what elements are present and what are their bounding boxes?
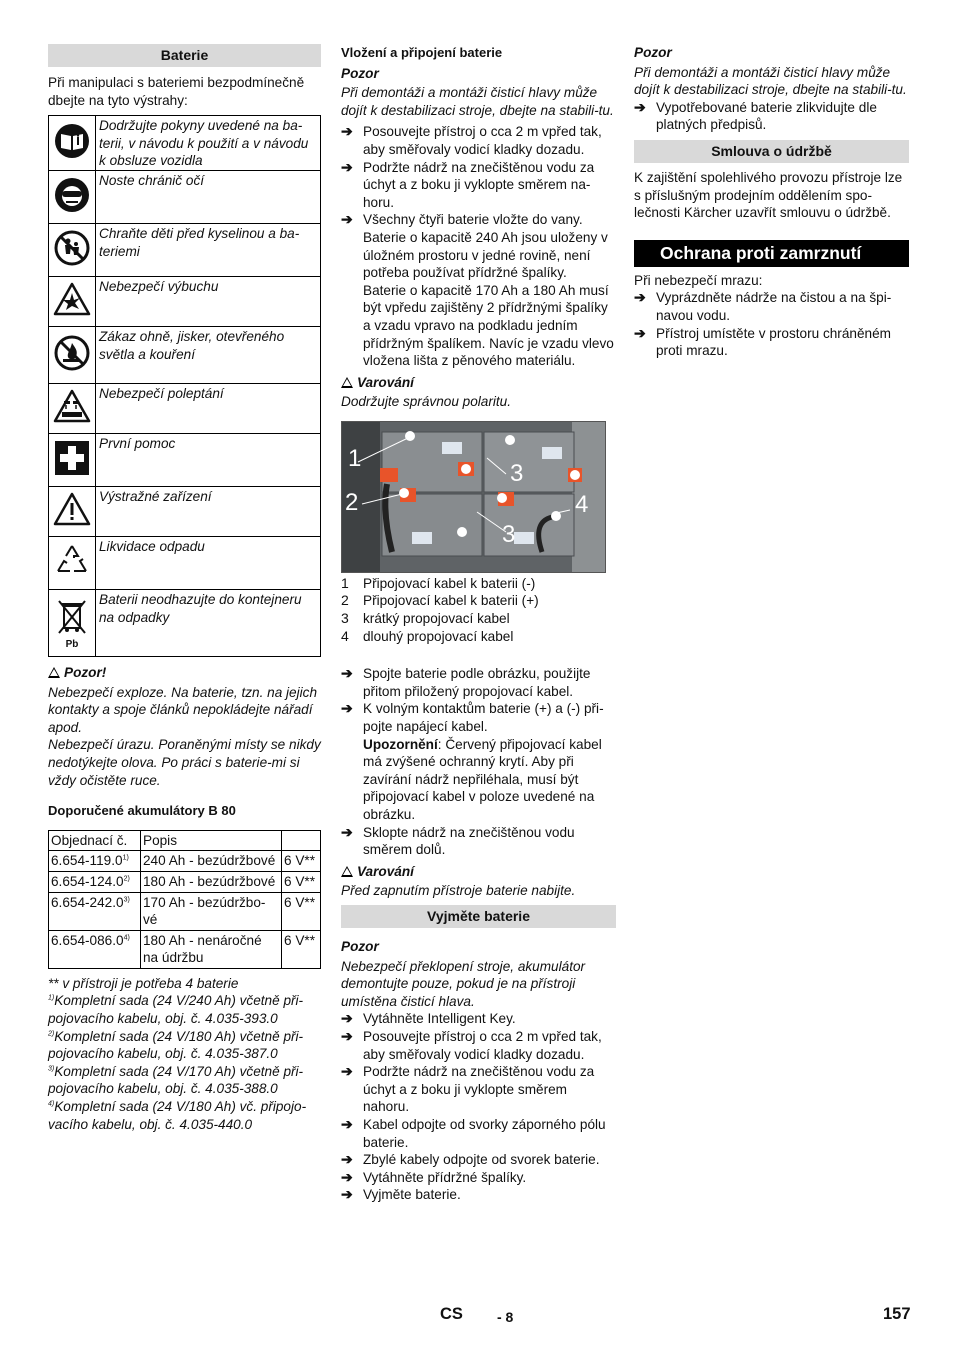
arrow-icon: ➔ <box>341 1027 353 1044</box>
pozor2-label: Pozor <box>341 938 379 954</box>
warning-triangle-icon <box>341 866 353 877</box>
step-item: ➔ Všechny čtyři baterie vložte do vany. <box>341 211 583 228</box>
description-cell: 180 Ah - bezúdržbové <box>141 871 282 892</box>
step-item: ➔ Vyjměte baterie. <box>341 1186 461 1203</box>
arrow-icon: ➔ <box>341 123 353 140</box>
column-middle <box>341 44 616 1204</box>
col-header-voltage <box>282 830 321 851</box>
arrow-icon: ➔ <box>341 1151 353 1168</box>
step-item: ➔ Sklopte nádrž na znečištěnou vodu směrem dolů. <box>341 823 575 858</box>
step-item: ➔ Spojte baterie podle obrázku, použijte přitom přiložený propojovací kabel. <box>341 665 591 699</box>
step-item: ➔ Přístroj umístěte v prostoru chráněném proti mrazu. <box>634 324 891 359</box>
order-number-cell: 6.654-242.0$^{3)}$ <box>49 892 141 930</box>
description-cell: 240 Ah - bezúdržbové <box>141 851 282 872</box>
pozor-label: Pozor <box>341 65 379 81</box>
maintenance-text: K zajištění spolehlivého provozu přístroje lze s příslušným prodejním oddělením spo-lečnosti Kärcher uzavřít smlouvu o údržbě. <box>634 169 903 221</box>
voltage-cell: 6 V** <box>282 930 321 968</box>
eye-protection-icon <box>49 170 96 223</box>
step-item: ➔ Podržte nádrž na znečištěnou vodu za úchyt a z boku ji vyklopte směrem nahoru. <box>341 1063 595 1115</box>
arrow-icon: ➔ <box>341 700 353 717</box>
varovani2-text: Před zapnutím přístroje baterie nabijte. <box>341 883 576 899</box>
frost-steps <box>634 289 909 359</box>
description-cell: 170 Ah - bezúdržbo-vé <box>141 892 282 930</box>
section-heading-maintenance: Smlouva o údržbě <box>634 140 909 163</box>
table-row <box>49 930 321 968</box>
step-item: ➔ Posouvejte přístroj o cca 2 m vpřed tak, aby směřovaly vodicí kladky dozadu. <box>341 1027 602 1062</box>
legend-item: 2 Připojovací kabel k baterii (+) <box>341 592 539 609</box>
manual-book-icon <box>49 116 96 171</box>
pb-label: Pb <box>65 639 79 651</box>
step-item: ➔ Zbylé kabely odpojte od svorek baterie. <box>341 1151 600 1168</box>
footer-page-number: 157 <box>883 1305 911 1323</box>
footnote: $^{1)}$Kompletní sada (24 V/240 Ah) včetně při-pojovacího kabelu, obj. č. 4.035-393.0 <box>48 993 304 1027</box>
footer-subpage: - 8 <box>497 1309 514 1325</box>
caution-title: Pozor! <box>48 664 321 682</box>
no-bin-icon <box>49 589 96 656</box>
photo-label-3: 3 <box>510 459 524 487</box>
corrosive-hazard-icon <box>49 383 96 433</box>
step-item: ➔ Vytáhněte Intelligent Key. <box>341 1010 516 1027</box>
recycling-icon <box>49 536 96 589</box>
frost-intro: Při nebezpečí mrazu: <box>634 272 763 288</box>
section-heading-frost: Ochrana proti zamrznutí <box>634 240 909 267</box>
footnote: $^{3)}$Kompletní sada (24 V/170 Ah) včetně při-pojovacího kabelu, obj. č. 4.035-388.0 <box>48 1063 304 1097</box>
photo-legend <box>341 575 616 645</box>
arrow-icon: ➔ <box>341 211 353 228</box>
warning-row <box>49 536 321 589</box>
warning-text: Dodržujte pokyny uvedené na ba-terii, v návodu k použití a v návodu k obsluze vozidla <box>96 116 321 171</box>
warning-text: První pomoc <box>96 433 321 486</box>
arrow-icon: ➔ <box>341 1115 353 1132</box>
legend-item: 1 Připojovací kabel k baterii (-) <box>341 574 536 591</box>
photo-label-2: 2 <box>345 488 359 516</box>
warning-triangle-icon <box>341 377 353 388</box>
warning-text: Noste chránič očí <box>96 170 321 223</box>
keep-children-away-icon <box>49 223 96 276</box>
battery-photo <box>341 421 606 573</box>
arrow-icon: ➔ <box>634 289 646 306</box>
warning-text: Baterii neodhazujte do kontejneru na odpadky <box>96 589 321 656</box>
table-row <box>49 851 321 872</box>
arrow-icon: ➔ <box>341 1063 353 1080</box>
connection-note: Upozornění: Červený připojovací kabel má zvýšené ochranný krytí. Aby při zavírání nádrž nepřiléhala, musí být připojovací kabel v poloze uvedené na obrázku. <box>363 736 602 822</box>
voltage-cell: 6 V** <box>282 851 321 872</box>
arrow-icon: ➔ <box>634 98 646 115</box>
col-header-order-number: Objednací č. <box>49 830 141 851</box>
order-number-cell: 6.654-124.0$^{2)}$ <box>49 871 141 892</box>
order-number-cell: 6.654-119.0$^{1)}$ <box>49 851 141 872</box>
section-heading-baterie: Baterie <box>48 44 321 67</box>
col-header-description: Popis <box>141 830 282 851</box>
warning-row <box>49 486 321 536</box>
step-item: ➔ Vypotřebované baterie zlikvidujte dle platných předpisů. <box>634 98 877 133</box>
step-item: ➔ Podržte nádrž na znečištěnou vodu za úchyt a z boku ji vyklopte směrem na-horu. <box>341 158 595 210</box>
warning-row <box>49 326 321 383</box>
arrow-icon: ➔ <box>341 665 353 682</box>
footnote: $^{4)}$Kompletní sada (24 V/180 Ah) vč. připojo-vacího kabelu, obj. č. 4.035-440.0 <box>48 1099 307 1132</box>
warning-row <box>49 433 321 486</box>
step-item: ➔ Kabel odpojte od svorky záporného pólu baterie. <box>341 1115 606 1150</box>
warning-text: Nebezpečí poleptání <box>96 383 321 433</box>
warning-text: Nebezpečí výbuchu <box>96 276 321 326</box>
arrow-icon: ➔ <box>341 823 353 840</box>
order-number-cell: 6.654-086.0$^{4)}$ <box>49 930 141 968</box>
pozor-text: Při demontáži a montáži čisticí hlavy může dojít k destabilizaci stroje, dbejte na stabili-tu. <box>341 85 614 118</box>
warning-text: Chraňte děti před kyselinou a ba-teriemi <box>96 223 321 276</box>
footnotes <box>48 992 321 1133</box>
varovani-label: Varování <box>341 374 616 392</box>
warning-text: Výstražné zařízení <box>96 486 321 536</box>
warning-row <box>49 383 321 433</box>
no-fire-icon <box>49 326 96 383</box>
arrow-icon: ➔ <box>341 158 353 175</box>
warning-triangle-icon <box>48 667 60 678</box>
warning-row <box>49 276 321 326</box>
photo-label-4: 4 <box>575 490 589 518</box>
step-detail: Baterie o kapacitě 240 Ah jsou uloženy v úložném prostoru v jedné rovině, není potřeba používat přídržné špalíky. <box>363 229 608 281</box>
varovani2-label: Varování <box>341 863 616 881</box>
intro-text: Při manipulaci s bateriemi bezpodmínečně dbejte na tyto výstrahy: <box>48 75 305 108</box>
arrow-icon: ➔ <box>634 324 646 341</box>
section-heading-remove: Vyjměte baterie <box>341 905 616 928</box>
column-left <box>48 44 321 1133</box>
legend-item: 3 krátký propojovací kabel <box>341 610 510 627</box>
step-item: ➔ Vyprázdněte nádrže na čistou a na špi-navou vodu. <box>634 289 892 323</box>
column-right <box>634 44 909 360</box>
caution-text: Nebezpečí úrazu. Poraněnými místy se nikdy nedotýkejte olova. Po práci s baterie-mi si vždy očistěte ruce. <box>48 737 321 788</box>
first-aid-icon <box>49 433 96 486</box>
explosion-hazard-icon <box>49 276 96 326</box>
install-steps <box>341 123 616 229</box>
warning-triangle-icon <box>49 486 96 536</box>
voltage-cell: 6 V** <box>282 871 321 892</box>
arrow-icon: ➔ <box>341 1010 353 1027</box>
footnote: $^{2)}$Kompletní sada (24 V/180 Ah) včetně při-pojovacího kabelu, obj. č. 4.035-387.0 <box>48 1028 304 1062</box>
connect-steps <box>341 665 616 735</box>
warning-symbols-table <box>48 115 321 657</box>
description-cell: 180 Ah - nenáročné na údržbu <box>141 930 282 968</box>
accumulators-table <box>48 830 321 969</box>
table-row <box>49 892 321 930</box>
table-row <box>49 871 321 892</box>
warning-row <box>49 589 321 656</box>
photo-label-3: 3 <box>502 520 516 548</box>
step-item: ➔ Posouvejte přístroj o cca 2 m vpřed tak, aby směřovaly vodicí kladky dozadu. <box>341 123 602 157</box>
battery-photo-drawing <box>342 422 605 572</box>
pozor2-text: Nebezpečí překlopení stroje, akumulátor demontujte pouze, pokud je na přístroji umístěna čisticí hlava. <box>341 958 586 1009</box>
warning-text: Zákaz ohně, jisker, otevřeného světla a kouření <box>96 326 321 383</box>
arrow-icon: ➔ <box>341 1168 353 1185</box>
pozor3-label: Pozor <box>634 45 672 60</box>
footer-language: CS <box>440 1305 463 1323</box>
table-header-row <box>49 830 321 851</box>
pozor3-text: Při demontáži a montáži čisticí hlavy může dojít k destabilizaci stroje, dbejte na stabili-tu. <box>634 64 907 98</box>
remove-steps <box>341 1010 616 1204</box>
battery-note: ** v přístroji je potřeba 4 baterie <box>48 975 239 991</box>
step-item: ➔ Vytáhněte přídržné špalíky. <box>341 1168 527 1185</box>
arrow-icon: ➔ <box>341 1186 353 1203</box>
warning-text: Likvidace odpadu <box>96 536 321 589</box>
warning-row <box>49 223 321 276</box>
warning-row <box>49 116 321 171</box>
photo-label-1: 1 <box>348 444 362 472</box>
voltage-cell: 6 V** <box>282 892 321 930</box>
step-item: ➔ K volným kontaktům baterie (+) a (-) při-pojte napájecí kabel. <box>341 700 604 735</box>
caution-text: Nebezpečí exploze. Na baterie, tzn. na jejich kontakty a spoje článků nepokládejte nářadí apod. <box>48 684 318 735</box>
legend-item: 4 dlouhý propojovací kabel <box>341 627 514 644</box>
warning-row <box>49 170 321 223</box>
step-detail: Baterie o kapacitě 170 Ah a 180 Ah musí být vpředu zajištěny 2 přídržnými špalíky a vzadu vpravo na podkladu jedním přídržným špalíkem. Navíc je vzadu vlevo vložena lišta z pěnového materiálu. <box>363 282 614 369</box>
accumulators-title: Doporučené akumulátory B 80 <box>48 803 236 819</box>
varovani-text: Dodržujte správnou polaritu. <box>341 394 512 410</box>
install-title: Vložení a připojení baterie <box>341 45 503 60</box>
